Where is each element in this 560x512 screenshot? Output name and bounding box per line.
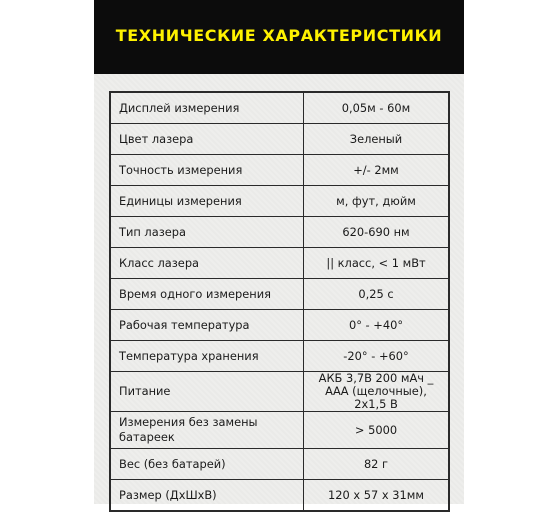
spec-value: > 5000 [304,412,450,449]
spec-label: Размер (ДхШхВ) [110,480,304,512]
header-banner [94,0,464,74]
spec-label: Единицы измерения [110,186,304,217]
spec-label: Измерения без замены батареек [110,412,304,449]
table-row [110,124,449,155]
spec-label: Температура хранения [110,341,304,372]
spec-label: Класс лазера [110,248,304,279]
table-row [110,449,449,480]
page-title: ТЕХНИЧЕСКИЕ ХАРАКТЕРИСТИКИ [115,25,443,45]
spec-value: -20° - +60° [304,341,450,372]
spec-value: Зеленый [304,124,450,155]
spec-value: 82 г [304,449,450,480]
spec-label: Питание [110,372,304,412]
spec-value: 0,05м - 60м [304,92,450,124]
spec-label: Рабочая температура [110,310,304,341]
spec-label: Тип лазера [110,217,304,248]
table-row [110,248,449,279]
table-row [110,341,449,372]
spec-value: м, фут, дюйм [304,186,450,217]
spec-value: || класс, < 1 мВт [304,248,450,279]
table-row [110,186,449,217]
spec-sheet [94,0,464,504]
spec-value: +/- 2мм [304,155,450,186]
table-row [110,372,449,412]
spec-table [109,91,450,512]
spec-value: 120 х 57 х 31мм [304,480,450,512]
spec-label: Точность измерения [110,155,304,186]
spec-label: Цвет лазера [110,124,304,155]
spec-value: 0° - +40° [304,310,450,341]
spec-label: Время одного измерения [110,279,304,310]
table-row [110,279,449,310]
table-row [110,217,449,248]
table-row [110,412,449,449]
spec-value: АКБ 3,7В 200 мАч _ ААА (щелочные), 2х1,5 В [304,372,450,412]
table-row [110,92,449,124]
table-row [110,310,449,341]
spec-label: Дисплей измерения [110,92,304,124]
spec-value: 620-690 нм [304,217,450,248]
table-row [110,480,449,512]
spec-label: Вес (без батарей) [110,449,304,480]
spec-table-container [109,91,450,512]
spec-value: 0,25 с [304,279,450,310]
table-row [110,155,449,186]
